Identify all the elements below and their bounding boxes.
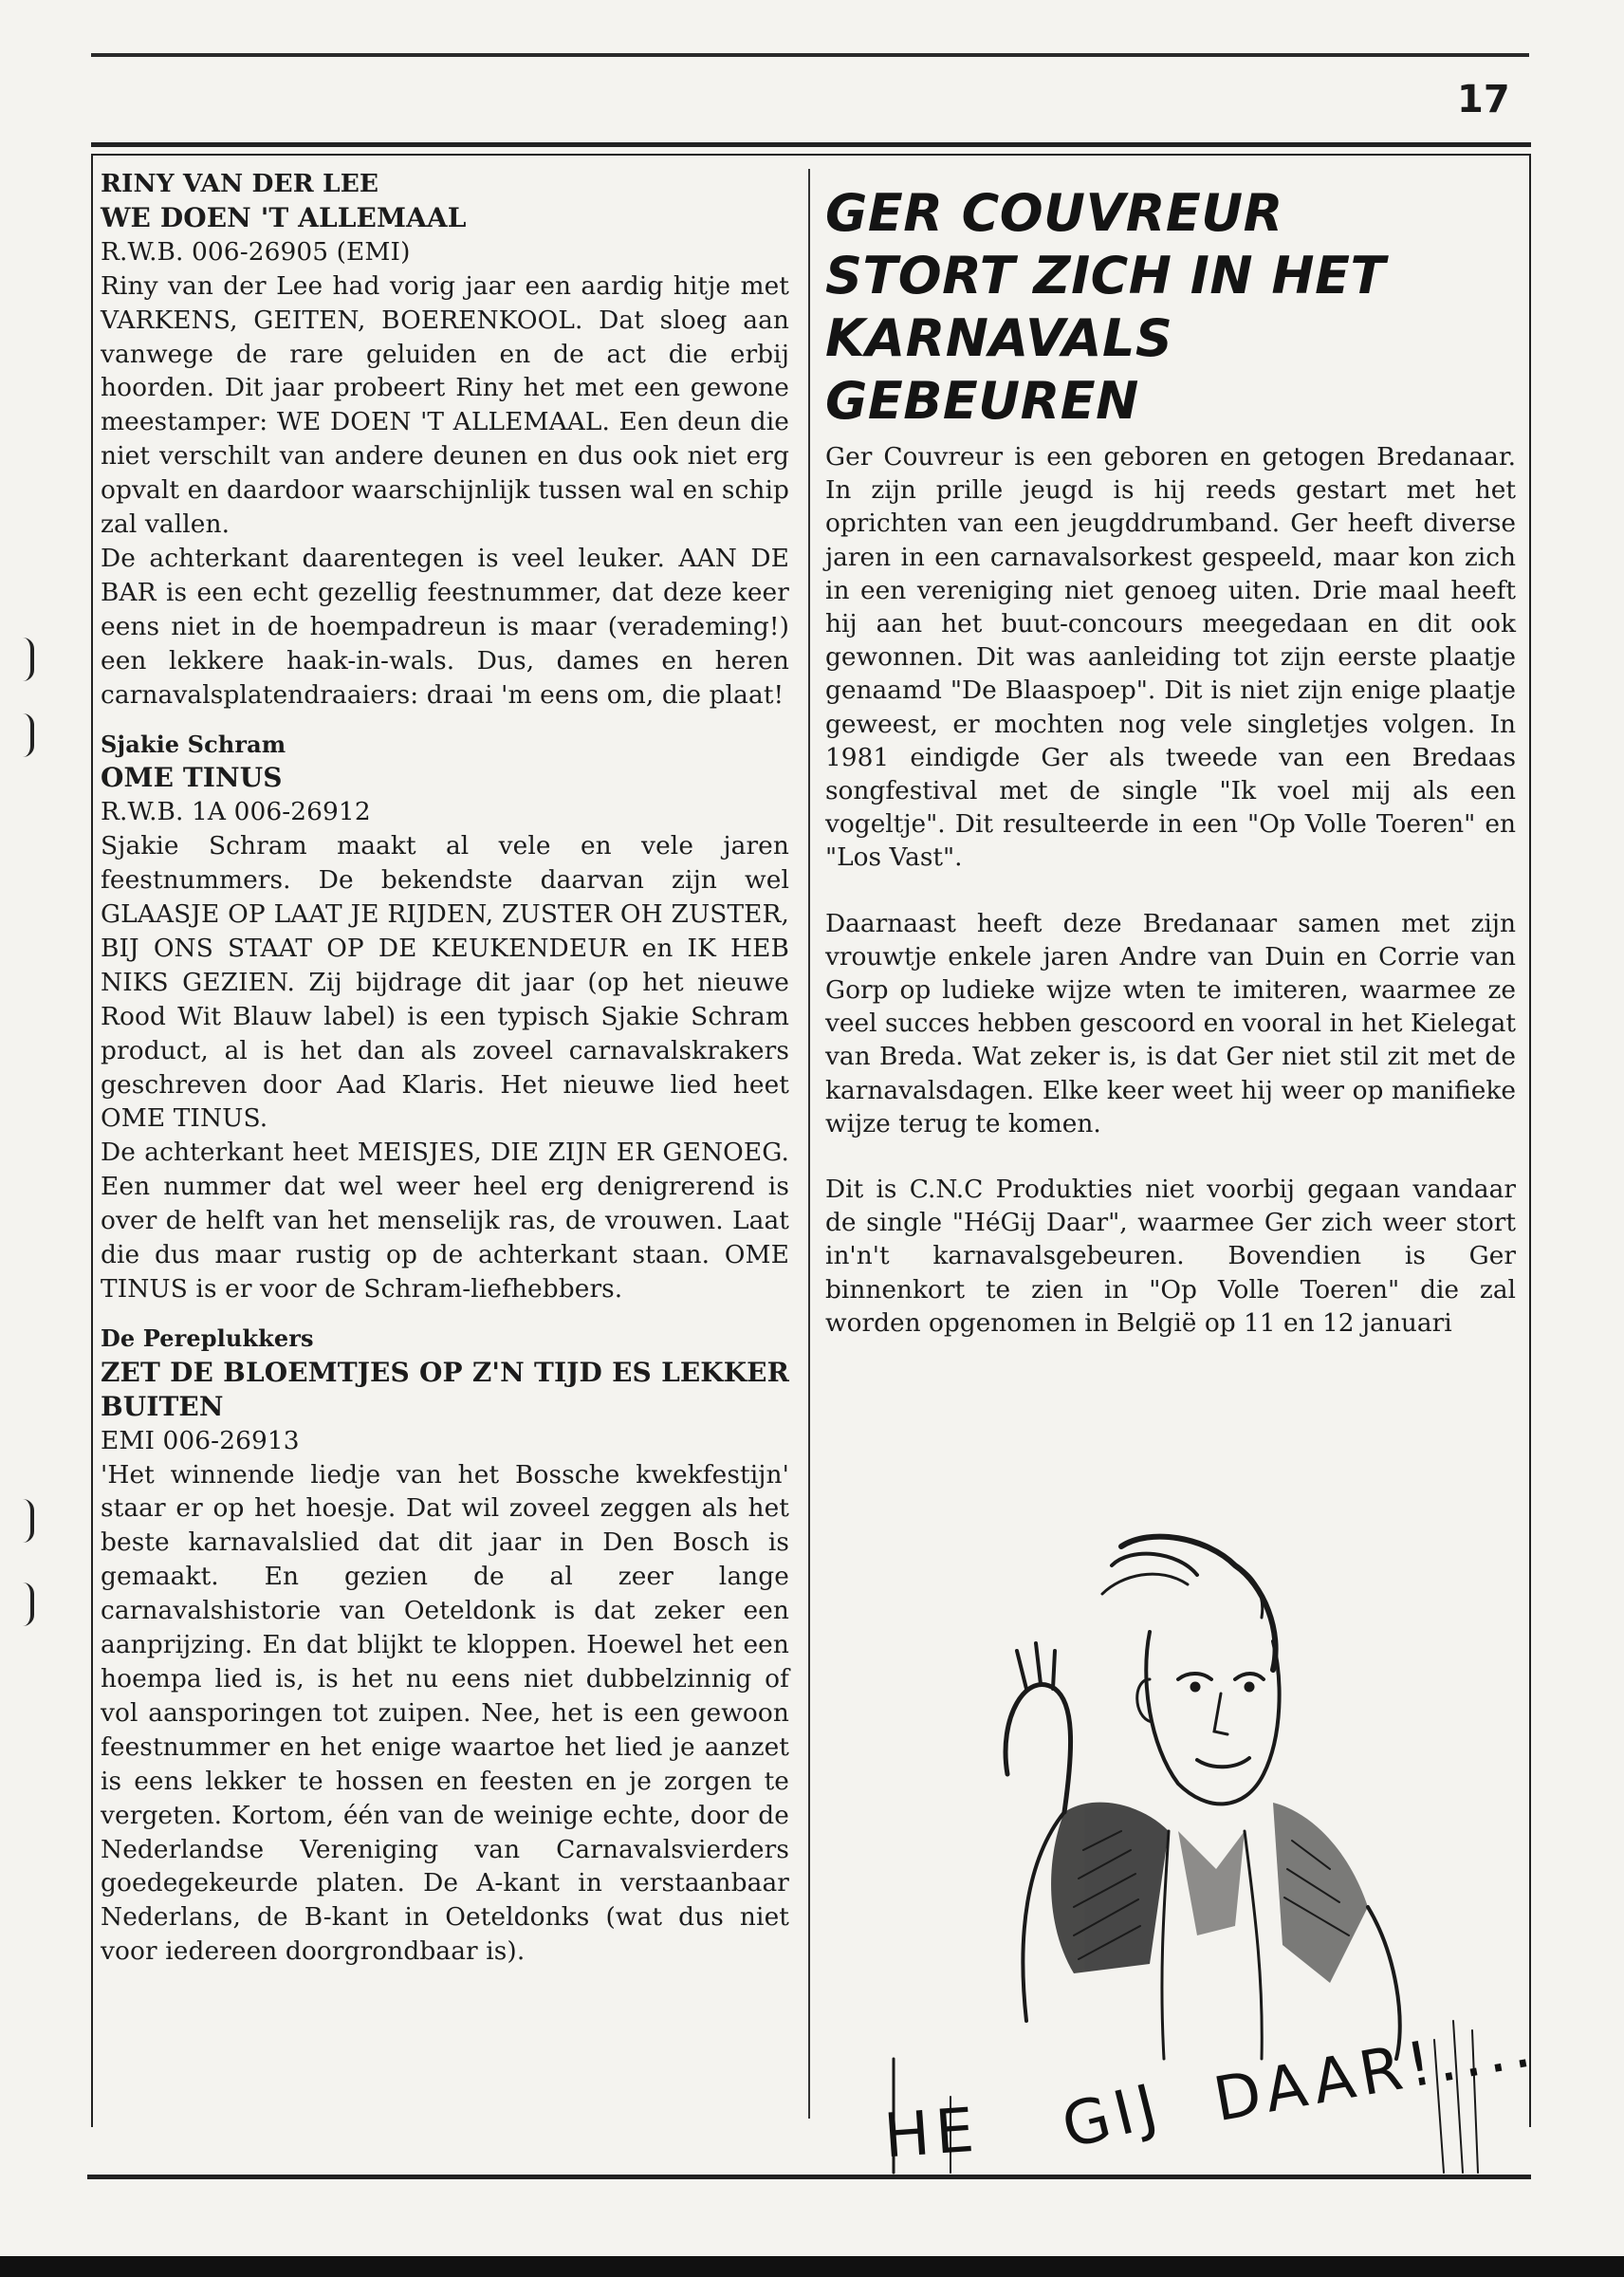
sketch-caption [873,2009,1541,2182]
review-paragraph: De achterkant daarentegen is veel leuker. AAN DE BAR is een echt gezellig feestnummer, dat deze keer eens niet in de hoempadreun is maar (verademing!) een lekkere haak-in-wals. Dus, dames en heren carnavalsplatendraaiers: draai 'm eens om, die plaat! [101,543,789,710]
review-artist: De Pereplukkers [101,1324,314,1352]
heading-line: GEBEUREN [825,371,1139,431]
caption-word: HE [881,2095,983,2173]
review-paragraph: Sjakie Schram maakt al vele en vele jaren feestnummers. De bekendste daarvan zijn wel GLAASJE OP LAAT JE RIJDEN, ZUSTER OH ZUSTER, BIJ ONS STAAT OP DE KEUKENDEUR en IK HEB NIKS GEZIEN. Zij bijdrage dit jaar (op het nieuwe Rood Wit Blauw label) is een typisch Sjakie Schram product, al is het dan als zoveel carnavalskrakers geschreven door Aad Klaris. Het nieuwe lied heet OME TINUS. [101,831,789,1134]
heading-line: STORT ZICH IN HET [825,246,1386,305]
review-title: ZET DE BLOEMTJES OP Z'N TIJD ES LEKKER BUITEN [101,1356,789,1422]
binding-mark [23,1499,34,1543]
page-edge-shadow [0,2256,1624,2277]
review-de-pereplukkers [101,1322,789,1969]
caption-word: DAAR!.... [1209,2009,1541,2137]
feature-paragraph: Dit is C.N.C Produkties niet voorbij gegaan vandaar de single "HéGij Daar", waarmee Ger zich weer stort in'n't karnavalsgebeuren. Bovendien is Ger binnenkort te zien in "Op Volle Toeren" die zal worden opgenomen in België op 11 en 12 januari [825,1175,1516,1338]
feature-heading [825,182,1516,433]
review-artist: Sjakie Schram [101,730,286,758]
column-divider [808,169,810,2119]
bottom-rule [87,2175,1531,2179]
feature-paragraph: Daarnaast heeft deze Bredanaar samen met zijn vrouwtje enkele jaren Andre van Duin en Corrie van Gorp op ludieke wijze wten te imiteren, waarmee ze veel succes hebben gescoord en vooral in het Kielegat van Breda. Wat zeker is, is dat Ger niet stil zit met de karnavalsdagen. Elke keer weet hij weer op manifieke wijze terug te komen. [825,908,1516,1138]
caption-word: GIJ [1055,2070,1170,2163]
review-title: OME TINUS [101,762,283,794]
heading-line: GER COUVREUR [825,183,1283,243]
review-paragraph: De achterkant heet MEISJES, DIE ZIJN ER GENOEG. Een nummer dat wel weer heel erg denigrerend is over de helft van het menselijk ras, de vrouwen. Laat die dus maar rustig op de achterkant staan. OME TINUS is er voor de Schram-liefhebbers. [101,1138,789,1304]
reviews-column [101,167,789,1982]
review-paragraph: Riny van der Lee had vorig jaar een aardig hitje met VARKENS, GEITEN, BOERENKOOL. Dat sloeg aan vanwege de rare geluiden en de act die erbij hoorden. Dit jaar probeert Riny het met een gewone meestamper: WE DOEN 'T ALLEMAAL. Een deun die niet verschilt van andere deunen en dus ook niet erg opvalt en daardoor waarschijnlijk tussen wal en schip zal vallen. [101,270,789,540]
header-rule [91,142,1531,147]
review-catalog: EMI 006-26913 [101,1425,300,1455]
review-title: WE DOEN 'T ALLEMAAL [101,201,467,233]
review-paragraph: 'Het winnende liedje van het Bossche kwekfestijn' staar er op het hoesje. Dat wil zoveel zeggen als het beste karnavalslied dat dit jaar in Den Bosch is gemaakt. En gezien de al zeer lange carnavalshistorie van Oeteldonk is dat zeker een aanprijzing. En dat blijkt te kloppen. Hoewel het een hoempa lied is, is het nu eens niet dubbelzinnig of vol aansporingen tot zuipen. Nee, het is een gewoon feestnummer en het enige waartoe het lied je aanzet is eens lekker te hossen en feesten en je zorgen te vergeten. Kortom, één van de weinige echte, door de Nederlandse Vereniging van Carnavalsvierders goedegekeurde platen. De A-kant in verstaanbaar Nederlans, de B-kant in Oeteldonks (wat dus niet voor iedereen doorgrondbaar is). [101,1459,789,1967]
binding-mark [23,713,34,757]
feature-body [825,440,1516,1340]
review-artist: RINY VAN DER LEE [101,169,379,198]
page-number: 17 [1457,78,1510,121]
binding-mark [23,638,34,681]
feature-column [825,182,1516,1340]
top-rule [91,53,1529,57]
review-sjakie-schram [101,728,789,1306]
heading-line: KARNAVALS [825,308,1173,368]
feature-paragraph: Ger Couvreur is een geboren en getogen Bredanaar. In zijn prille jeugd is hij reeds gestart met het oprichten van een jeugddrumband. Ger heeft diverse jaren in een carnavalsorkest gespeeld, maar kon zich in een vereniging niet genoeg uiten. Drie maal heeft hij aan het buut-concours meegedaan en dit ook gewonnen. Dit was aanleiding tot zijn eerste plaatje genaamd "De Blaaspoep". Dit is niet zijn enige plaatje geweest, er mochten nog vele singletjes volgen. In 1981 eindigde Ger als tweede van een Bredaas songfestival met de single "Ik voel mij als een vogeltje". Dit resulteerde in een "Op Volle Toeren" en "Los Vast". [825,442,1516,873]
review-riny-van-der-lee [101,167,789,713]
binding-mark [23,1583,34,1626]
review-catalog: R.W.B. 1A 006-26912 [101,797,371,827]
review-catalog: R.W.B. 006-26905 (EMI) [101,236,411,267]
